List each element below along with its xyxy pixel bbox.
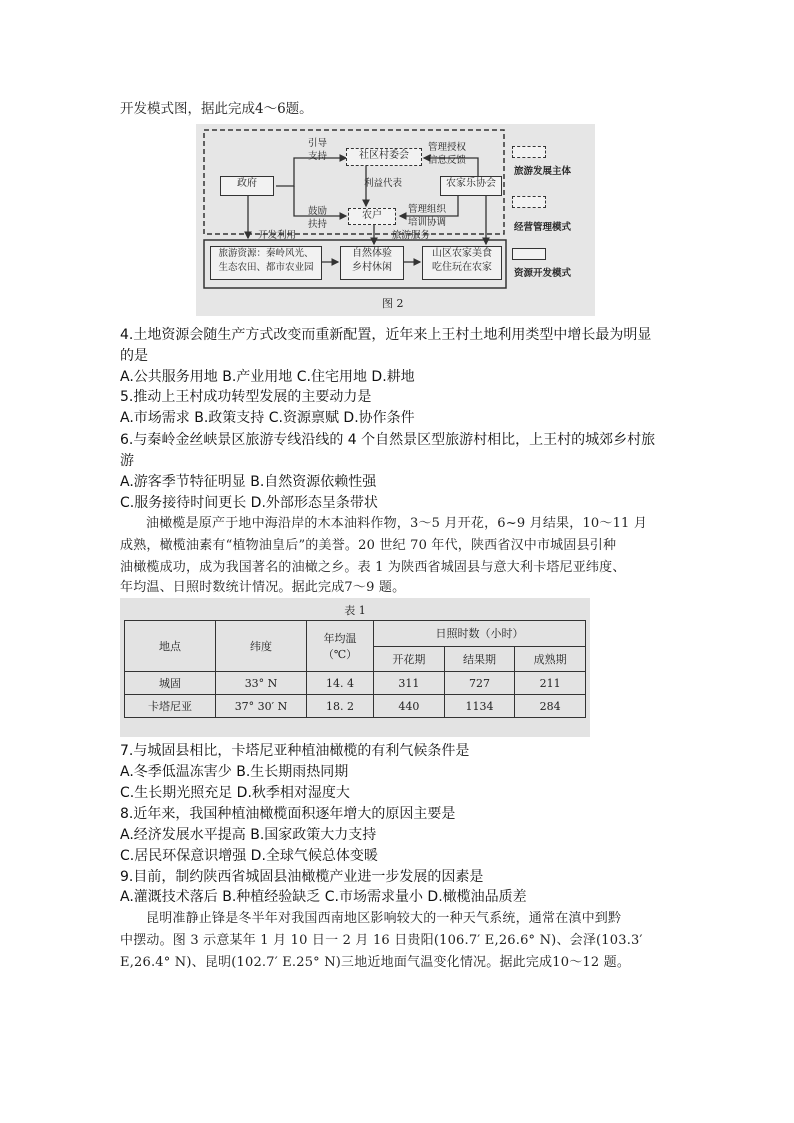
question-9: 9.目前，制约陕西省城固县油橄榄产业进一步发展的因素是 xyxy=(120,869,484,885)
food-box xyxy=(422,246,502,280)
front-paragraph-line-3: E,26.4° N)、昆明(102.7′ E.25° N)三地近地面气温变化情况。据此完成10～12 题。 xyxy=(120,955,631,970)
question-5-options: A.市场需求 B.政策支持 C.资源禀赋 D.协作条件 xyxy=(120,410,415,426)
village-committee-box: 社区村委会 xyxy=(346,148,422,166)
question-6-line-2: 游 xyxy=(120,453,134,469)
nature-line-1: 自然体验 xyxy=(352,248,392,259)
cell-fruiting: 727 xyxy=(444,672,515,695)
question-9-options: A.灌溉技术落后 B.种植经验缺乏 C.市场需求量小 D.橄榄油品质差 xyxy=(120,889,527,905)
question-7-options-2: C.生长期光照充足 D.秋季相对湿度大 xyxy=(120,785,350,801)
header-temp xyxy=(307,621,374,672)
resource-line-2: 生态农田、都市农业园 xyxy=(218,262,314,273)
cell-temp: 18. 2 xyxy=(307,695,374,718)
header-place: 地点 xyxy=(125,621,216,672)
cell-place: 卡塔尼亚 xyxy=(125,695,216,718)
header-temp-line-1: 年均温 xyxy=(323,632,357,645)
cell-place: 城固 xyxy=(125,672,216,695)
government-box: 政府 xyxy=(220,176,274,196)
olive-paragraph-line-1: 油橄榄是原产于地中海沿岸的木本油料作物，3～5 月开花，6~9 月结果，10～11 月 xyxy=(146,516,648,531)
header-ripening: 成熟期 xyxy=(515,646,586,672)
cell-ripening: 284 xyxy=(515,695,586,718)
legend-swatch-solid xyxy=(512,248,546,260)
dev-use-label: 开发利用 xyxy=(258,230,297,241)
info-feedback-label: 信息反馈 xyxy=(428,155,467,166)
legend-swatch-dashed-2 xyxy=(512,196,546,208)
question-7-options-1: A.冬季低温冻害少 B.生长期雨热同期 xyxy=(120,764,349,780)
support-label: 支持 xyxy=(308,151,328,162)
table-1-caption: 表 1 xyxy=(344,604,366,617)
header-latitude: 纬度 xyxy=(216,621,307,672)
interest-rep-label: 利益代表 xyxy=(364,178,403,189)
foster-label: 扶持 xyxy=(308,219,328,230)
cell-ripening: 211 xyxy=(515,672,586,695)
intro-line: 开发模式图，据此完成4～6题。 xyxy=(120,101,313,117)
header-flowering: 开花期 xyxy=(374,646,445,672)
mgmt-org-label: 管理组织 xyxy=(408,204,447,215)
front-paragraph-line-1: 昆明准静止锋是冬半年对我国西南地区影响较大的一种天气系统，通常在滇中到黔 xyxy=(146,911,622,926)
mgmt-auth-label: 管理授权 xyxy=(428,142,467,153)
legend-label-2: 经营管理模式 xyxy=(514,222,572,233)
cell-latitude: 33° N xyxy=(216,672,307,695)
legend-label-3: 资源开发模式 xyxy=(514,268,572,279)
farmers-box: 农户 xyxy=(348,208,396,225)
food-line-1: 山区农家美食 xyxy=(432,248,492,259)
table-1-grid xyxy=(124,620,586,718)
header-temp-line-2: （℃） xyxy=(322,648,358,661)
resource-line-1: 旅游资源：秦岭风光、 xyxy=(218,248,314,259)
question-4-options: A.公共服务用地 B.产业用地 C.住宅用地 D.耕地 xyxy=(120,369,415,385)
figure-2-caption: 图 2 xyxy=(382,297,404,310)
question-4-line-2: 的是 xyxy=(120,348,148,364)
cell-flowering: 311 xyxy=(374,672,445,695)
tourism-service-label: 旅游服务 xyxy=(392,230,431,241)
olive-paragraph-line-4: 年均温、日照时数统计情况。据此完成7～9 题。 xyxy=(120,580,406,595)
guide-label: 引导 xyxy=(308,138,328,149)
question-6-options-1: A.游客季节特征明显 B.自然资源依赖性强 xyxy=(120,474,377,490)
cell-flowering: 440 xyxy=(374,695,445,718)
legend-swatch-dashed-1 xyxy=(512,146,546,158)
header-sunshine: 日照时数（小时） xyxy=(374,621,586,647)
figure-2-diagram xyxy=(196,124,595,316)
cell-fruiting: 1134 xyxy=(444,695,515,718)
legend-label-1: 旅游发展主体 xyxy=(514,166,572,177)
cell-latitude: 37° 30′ N xyxy=(216,695,307,718)
farmer-association-box: 农家乐协会 xyxy=(440,176,502,196)
header-fruiting: 结果期 xyxy=(444,646,515,672)
question-8: 8.近年来，我国种植油橄榄面积逐年增大的原因主要是 xyxy=(120,806,456,822)
cell-temp: 14. 4 xyxy=(307,672,374,695)
resource-box xyxy=(210,246,322,280)
question-6-line-1: 6.与秦岭金丝峡景区旅游专线沿线的 4 个自然景区型旅游村相比，上王村的城郊乡村旅 xyxy=(120,432,656,448)
nature-line-2: 乡村休闲 xyxy=(352,262,392,273)
table-row xyxy=(125,695,586,718)
encourage-label: 鼓励 xyxy=(308,206,328,217)
question-8-options-2: C.居民环保意识增强 D.全球气候总体变暖 xyxy=(120,848,378,864)
food-line-2: 吃住玩在农家 xyxy=(432,262,492,273)
nature-box xyxy=(340,246,404,280)
question-7: 7.与城固县相比，卡塔尼亚种植油橄榄的有利气候条件是 xyxy=(120,743,470,759)
table-row xyxy=(125,672,586,695)
question-5: 5.推动上王村成功转型发展的主要动力是 xyxy=(120,389,372,405)
front-paragraph-line-2: 中摆动。图 3 示意某年 1 月 10 日一 2 月 16 日贵阳(106.7′ E,26.6° N)、会泽(103.3′ xyxy=(120,933,643,948)
question-6-options-2: C.服务接待时间更长 D.外部形态呈条带状 xyxy=(120,495,378,511)
question-4-line-1: 4.土地资源会随生产方式改变而重新配置，近年来上王村土地利用类型中增长最为明显 xyxy=(120,327,652,343)
question-8-options-1: A.经济发展水平提高 B.国家政策大力支持 xyxy=(120,827,377,843)
olive-paragraph-line-2: 成熟，橄榄油素有“植物油皇后”的美誉。20 世纪 70 年代，陕西省汉中市城固县引种 xyxy=(120,538,617,553)
olive-paragraph-line-3: 油橄榄成功，成为我国著名的油橄之乡。表 1 为陕西省城固县与意大利卡塔尼亚纬度、 xyxy=(120,560,626,575)
table-1 xyxy=(120,598,590,737)
training-label: 培训协调 xyxy=(408,217,447,228)
